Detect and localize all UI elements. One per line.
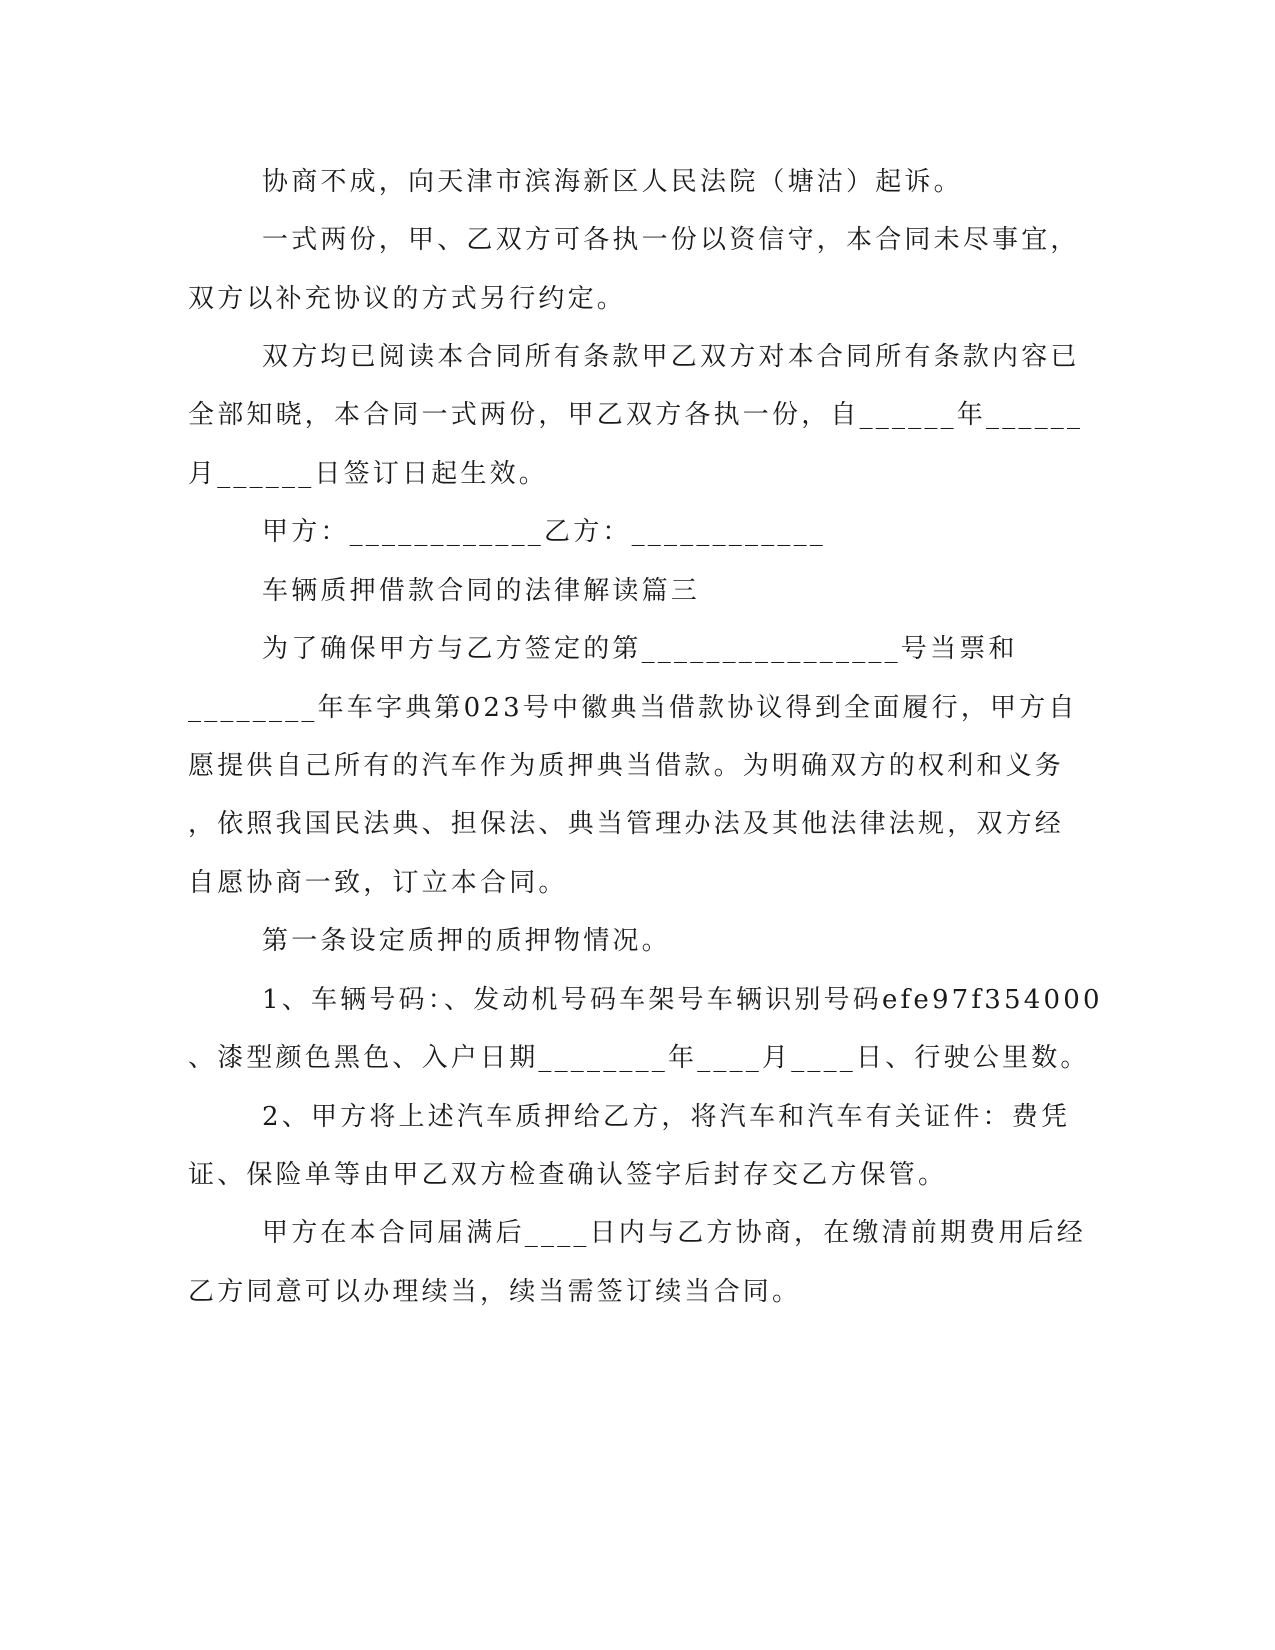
- text-line-1: 协商不成，向天津市滨海新区人民法院（塘沽）起诉。: [262, 167, 963, 197]
- text-line-16: 、漆型颜色黑色、入户日期________年____月____日、行驶公里数。: [188, 1043, 1090, 1073]
- text-line-19: 甲方在本合同届满后____日内与乙方协商，在缴清前期费用后经: [262, 1218, 1087, 1248]
- text-line-6: 月______日签订日起生效。: [188, 459, 549, 489]
- text-line-2: 一式两份，甲、乙双方可各执一份以资信守，本合同未尽事宜，: [262, 225, 1080, 255]
- text-line-13: 自愿协商一致，订立本合同。: [188, 868, 568, 898]
- text-line-5: 全部知晓，本合同一式两份，甲乙双方各执一份，自______年______: [188, 400, 1084, 430]
- text-line-4: 双方均已阅读本合同所有条款甲乙双方对本合同所有条款内容已: [262, 342, 1080, 372]
- text-line-11: 愿提供自己所有的汽车作为质押典当借款。为明确双方的权利和义务: [188, 751, 1065, 781]
- signature-line: 甲方：____________乙方：____________: [262, 517, 827, 547]
- section-heading: 车辆质押借款合同的法律解读篇三: [262, 576, 701, 606]
- text-line-9: 为了确保甲方与乙方签定的第________________号当票和: [262, 634, 1018, 664]
- article-one-heading: 第一条设定质押的质押物情况。: [262, 926, 671, 956]
- text-line-17: 2、甲方将上述汽车质押给乙方，将汽车和汽车有关证件：费凭: [262, 1102, 1071, 1132]
- text-line-15: 1、车辆号码：、发动机号码车架号车辆识别号码efe97f354000: [262, 985, 1103, 1015]
- text-line-12: ，依照我国民法典、担保法、典当管理办法及其他法律法规，双方经: [188, 809, 1065, 839]
- text-line-3: 双方以补充协议的方式另行约定。: [188, 284, 627, 314]
- text-line-20: 乙方同意可以办理续当，续当需签订续当合同。: [188, 1277, 802, 1307]
- text-line-18: 证、保险单等由甲乙双方检查确认签字后封存交乙方保管。: [188, 1160, 948, 1190]
- text-line-10: ________年车字典第023号中徽典当借款协议得到全面履行，甲方自: [188, 693, 1078, 723]
